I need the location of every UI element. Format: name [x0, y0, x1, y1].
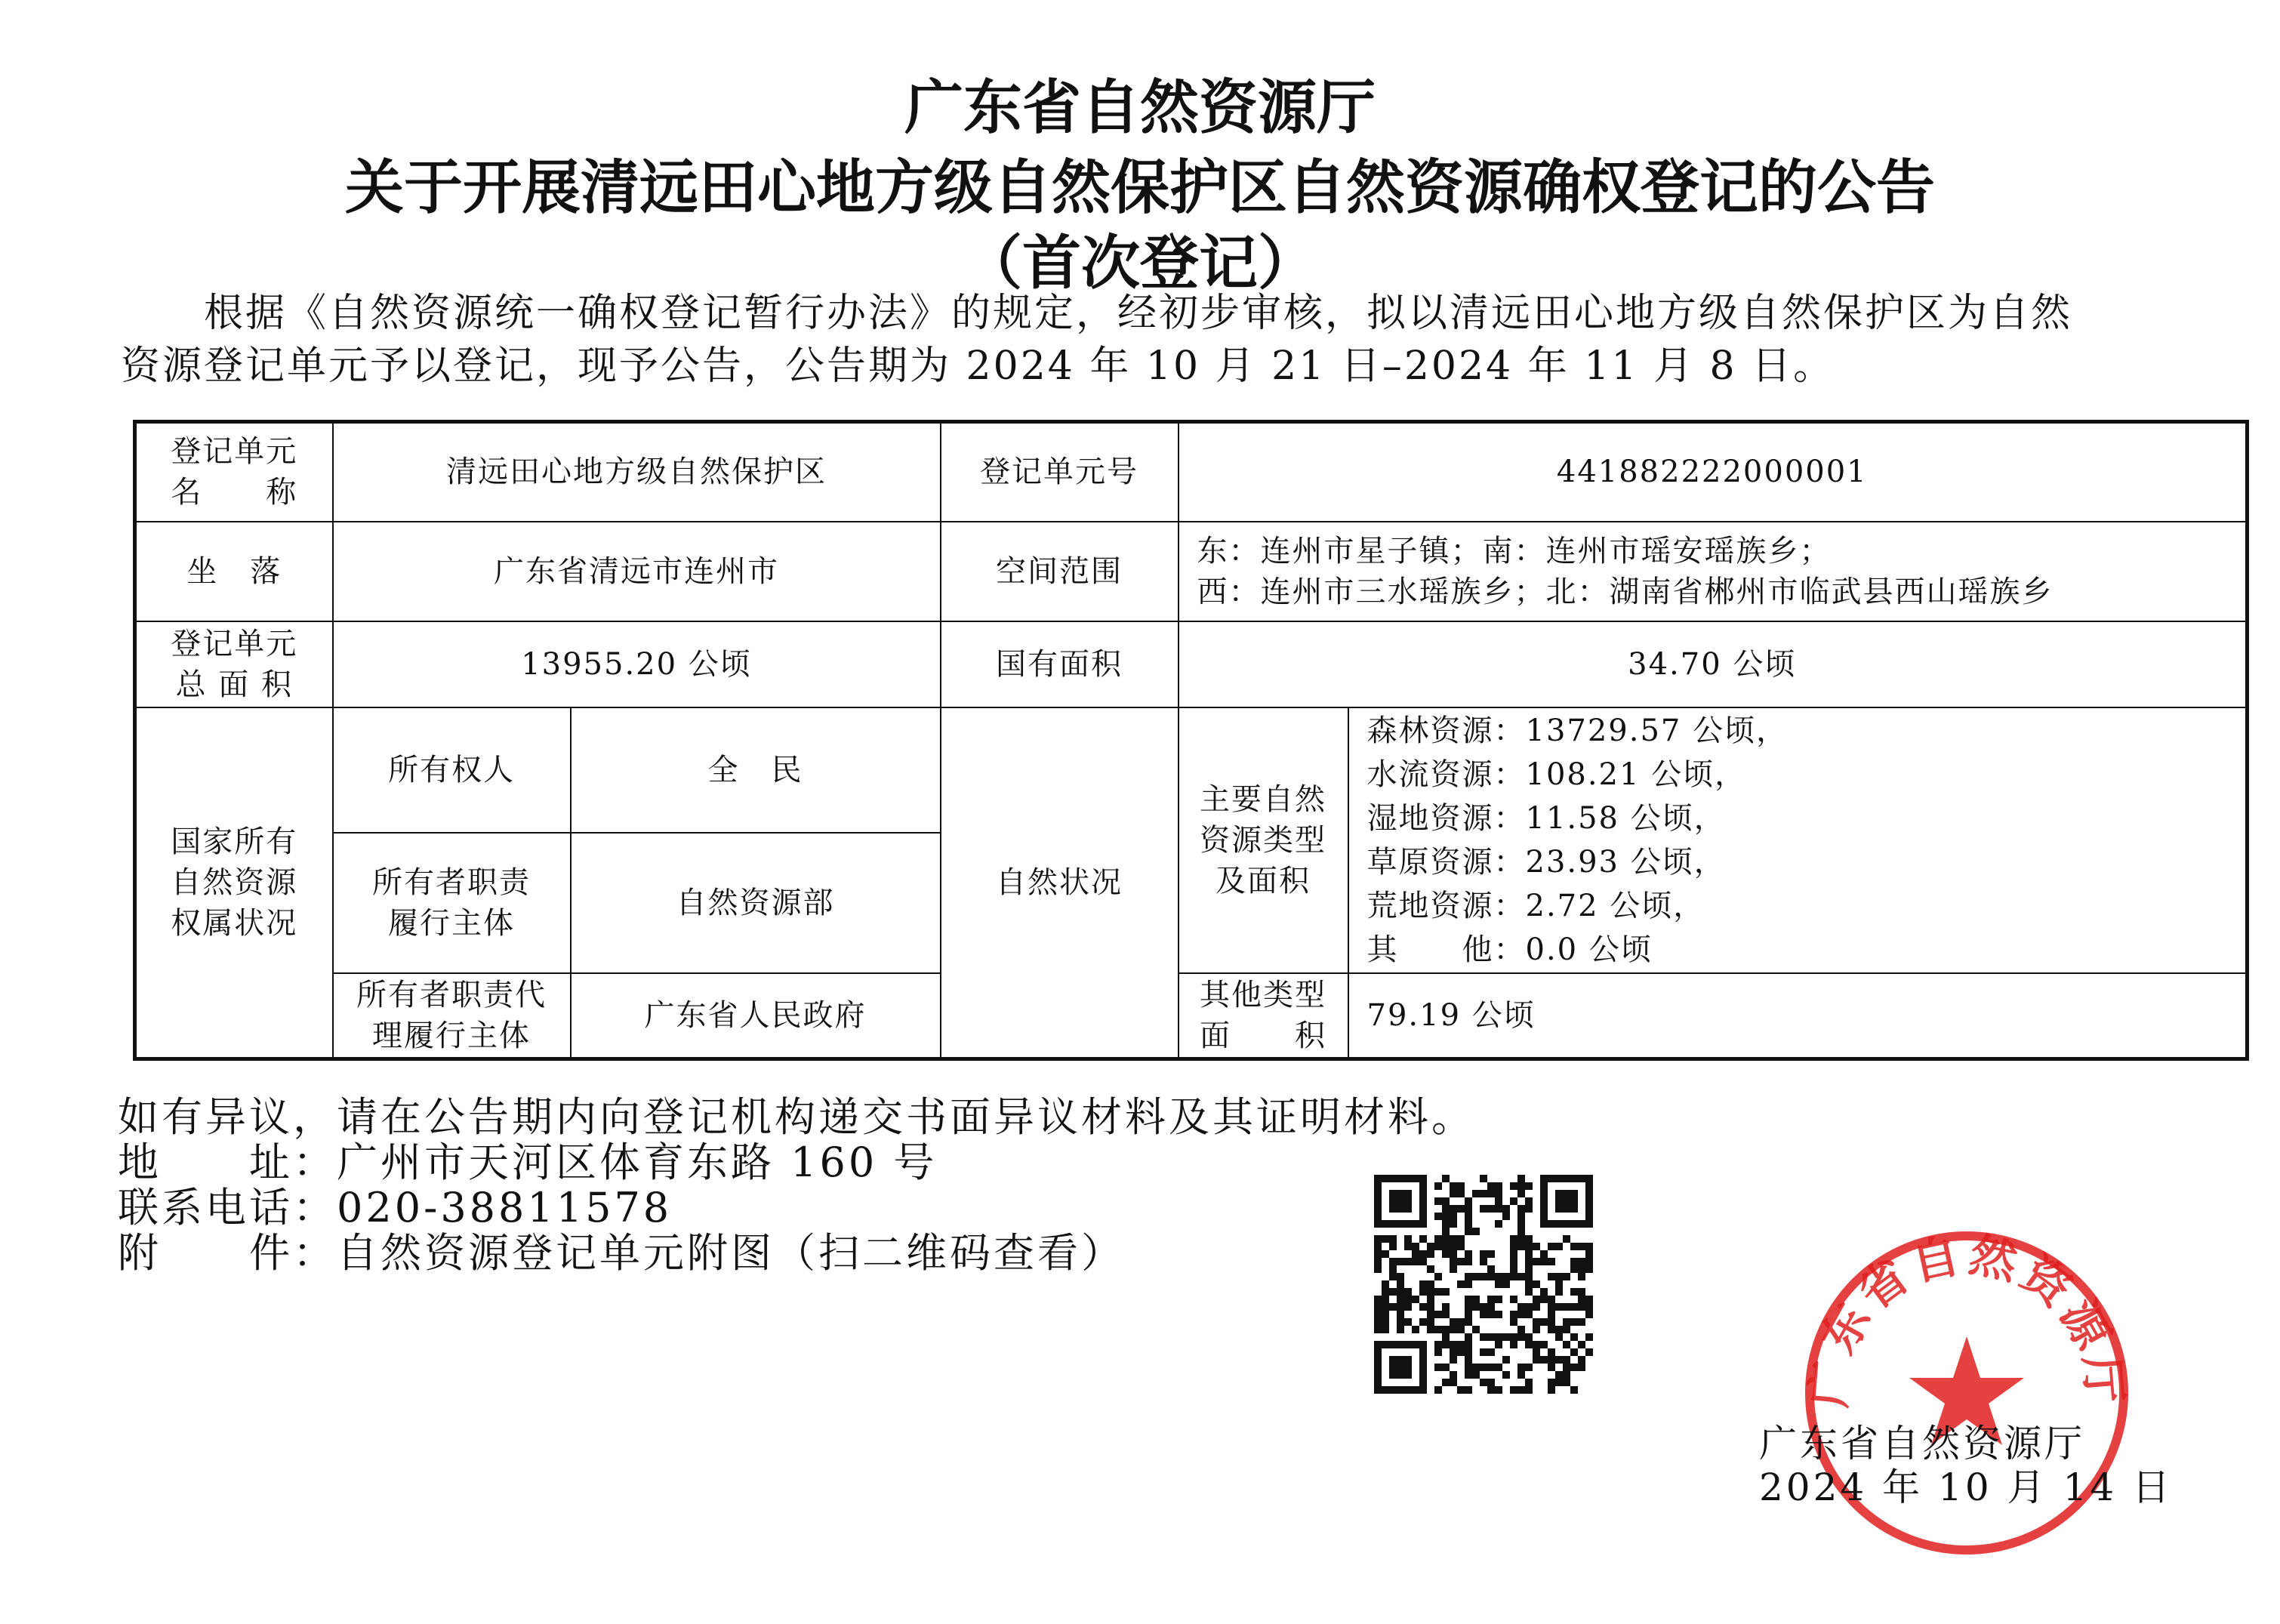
resource-item-forest: 森林资源：13729.57 公顷， — [1366, 713, 1789, 748]
total-area-label: 登记单元 总 面 积 — [135, 621, 333, 707]
resource-item-wetland: 湿地资源：11.58 公顷， — [1366, 800, 1726, 836]
owner-value: 全 民 — [571, 707, 941, 833]
intro-paragraph-line2: 资源登记单元予以登记，现予公告，公告期为 2024 年 10 月 21 日–2024 年 11 月 8 日。 — [121, 344, 1835, 389]
owner-label: 所有权人 — [333, 707, 571, 833]
resource-item-wasteland: 荒地资源：2.72 公顷， — [1366, 888, 1705, 923]
duty-value: 自然资源部 — [571, 833, 941, 973]
signature-org: 广东省自然资源厅 — [1759, 1422, 2085, 1465]
extent-value: 东：连州市星子镇；南：连州市瑶安瑶族乡； 西：连州市三水瑶族乡；北：湖南省郴州市临武县西山瑶族乡 — [1179, 522, 2248, 621]
other-type-label: 其他类型 面 积 — [1179, 973, 1348, 1059]
location-label: 坐 落 — [135, 522, 333, 621]
natural-status-label: 自然状况 — [941, 707, 1179, 1059]
main-types-label: 主要自然 资源类型 及面积 — [1179, 707, 1348, 973]
unit-name-value: 清远田心地方级自然保护区 — [333, 422, 941, 522]
intro-paragraph-line1: 根据《自然资源统一确权登记暂行办法》的规定，经初步审核，拟以清远田心地方级自然保护区为自然 — [204, 291, 2073, 336]
registration-table — [133, 420, 2249, 1061]
resource-item-water: 水流资源：108.21 公顷， — [1366, 757, 1747, 792]
unit-no-label: 登记单元号 — [941, 422, 1179, 522]
state-area-label: 国有面积 — [941, 621, 1179, 707]
doc-title-main: 关于开展清远田心地方级自然保护区自然资源确权登记的公告 — [344, 154, 1935, 222]
signature-date: 2024 年 10 月 14 日 — [1759, 1465, 2173, 1509]
state-area-value: 34.70 公顷 — [1179, 621, 2248, 707]
objection-note: 如有异议，请在公告期内向登记机构递交书面异议材料及其证明材料。 — [118, 1093, 1475, 1141]
location-value: 广东省清远市连州市 — [333, 522, 941, 621]
attachment-line: 附 件：自然资源登记单元附图（扫二维码查看） — [118, 1229, 1125, 1277]
doc-title-sub: （首次登记） — [963, 230, 1317, 297]
unit-no-value: 441882222000001 — [1179, 422, 2248, 522]
other-type-value: 79.19 公顷 — [1348, 973, 2248, 1059]
unit-name-label: 登记单元 名 称 — [135, 422, 333, 522]
address-line: 地 址：广州市天河区体育东路 160 号 — [118, 1139, 938, 1186]
resource-item-grassland: 草原资源：23.93 公顷， — [1366, 844, 1726, 880]
duty-label: 所有者职责 履行主体 — [333, 833, 571, 973]
doc-title-org: 广东省自然资源厅 — [904, 74, 1376, 142]
svg-text:广东省自然资源厅: 广东省自然资源厅 — [1800, 1226, 2134, 1410]
resource-item-other: 其 他：0.0 公顷 — [1366, 932, 1653, 967]
qr-code-icon[interactable] — [1374, 1175, 1593, 1394]
ownership-label: 国家所有 自然资源 权属状况 — [135, 707, 333, 1059]
phone-line: 联系电话：020-38811578 — [118, 1184, 673, 1231]
resource-list — [1348, 707, 2248, 973]
agent-label: 所有者职责代 理履行主体 — [333, 973, 571, 1059]
extent-label: 空间范围 — [941, 522, 1179, 621]
official-seal — [1797, 1223, 2137, 1563]
total-area-value: 13955.20 公顷 — [333, 621, 941, 707]
agent-value: 广东省人民政府 — [571, 973, 941, 1059]
